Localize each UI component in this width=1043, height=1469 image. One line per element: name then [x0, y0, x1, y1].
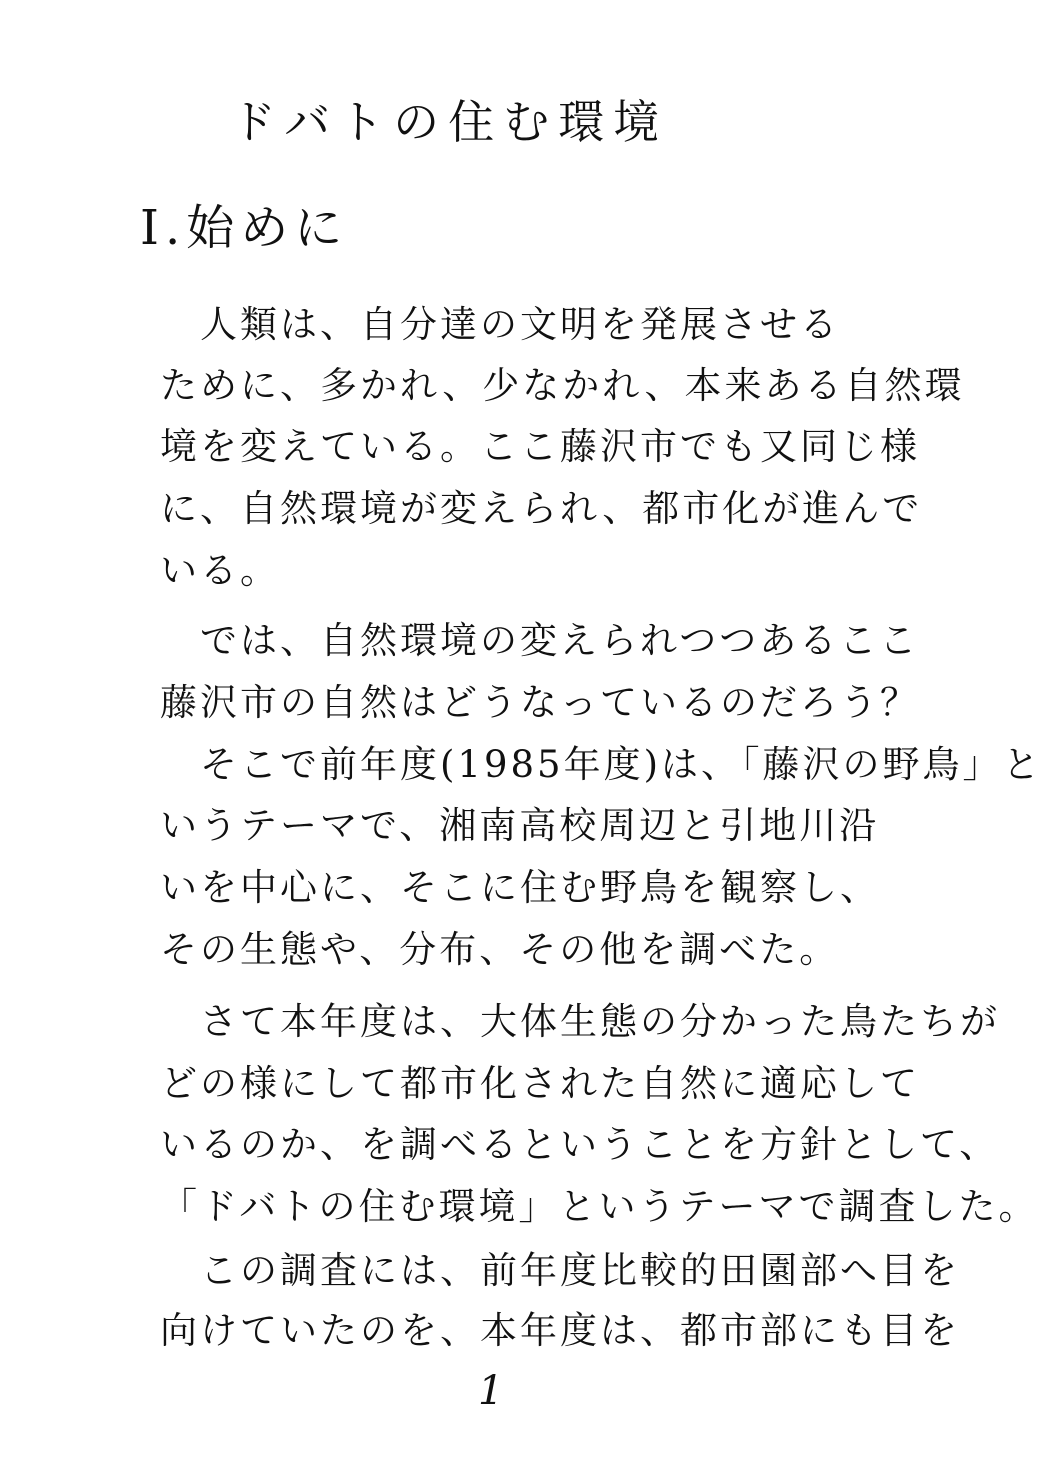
text-line: に、自然環境が変えられ、都市化が進んで [160, 487, 923, 530]
text-line: いる。 [160, 549, 280, 592]
page-number: 1 [478, 1368, 504, 1414]
text-line: 向けていたのを、本年度は、都市部にも目を [160, 1309, 960, 1352]
text-line: その生態や、分布、その他を調べた。 [160, 928, 840, 971]
text-line: ために、多かれ、少なかれ、本来ある自然環 [160, 364, 965, 407]
text-line: さて本年度は、大体生態の分かった鳥たちが [160, 1000, 1000, 1043]
text-line: いを中心に、そこに住む野鳥を観察し、 [160, 866, 880, 909]
text-line: そこで前年度(1985年度)は、「藤沢の野鳥」と [160, 743, 1043, 786]
text-line: 人類は、自分達の文明を発展させる [160, 303, 840, 346]
text-line: どの様にして都市化された自然に適応して [160, 1062, 920, 1105]
text-line: いうテーマで、湘南高校周辺と引地川沿 [160, 804, 880, 847]
page-title: ドバトの住む環境 [230, 95, 669, 149]
text-line: この調査には、前年度比較的田園部へ目を [160, 1249, 960, 1292]
text-line: いるのか、を調べるということを方針として、 [160, 1123, 1000, 1166]
text-line: 藤沢市の自然はどうなっているのだろう？ [160, 681, 920, 724]
section-heading: I.始めに [140, 200, 349, 256]
text-line: 境を変えている。ここ藤沢市でも又同じ様 [160, 425, 920, 468]
text-line: では、自然環境の変えられつつあるここ [160, 619, 920, 662]
text-line: 「ドバトの住む環境」というテーマで調査した。 [160, 1185, 1039, 1228]
